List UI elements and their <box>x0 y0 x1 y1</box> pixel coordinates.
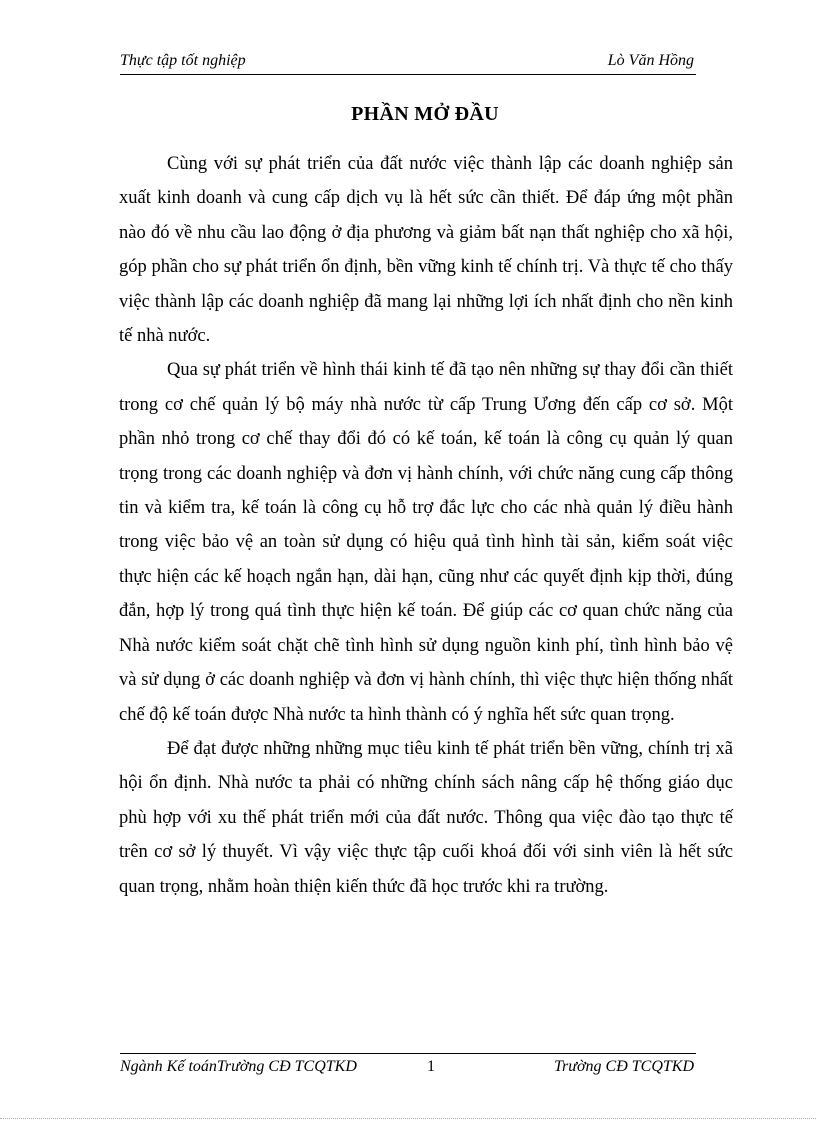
footer-left-text: Ngành Kế toánTrường CĐ TCQTKD <box>120 1058 357 1075</box>
paragraph-2: Qua sự phát triển về hình thái kinh tế đã tạo nên những sự thay đổi cần thiết trong cơ chế quản lý bộ máy nhà nước từ cấp Trung Ương đến cấp cơ sở. Một phần nhỏ trong cơ chế thay đổi đó có kế toán, kế toán là công cụ quản lý quan trọng trong các doanh nghiệp và đơn vị hành chính, với chức năng cung cấp thông tin và kiểm tra, kế toán là công cụ hỗ trợ đắc lực cho các nhà quản lý điều hành trong việc bảo vệ an toàn sử dụng có hiệu quả tình hình tài sản, kiểm soát việc thực hiện các kế hoạch ngắn hạn, dài hạn, cũng như các quyết định kịp thời, đúng đắn, hợp lý trong quá tình thực hiện kế toán. Để giúp các cơ quan chức năng của Nhà nước kiểm soát chặt chẽ tình hình sử dụng nguồn kinh phí, tình hình bảo vệ và sử dụng ở các doanh nghiệp và đơn vị hành chính, thì việc thực hiện thống nhất chế độ kế toán được Nhà nước ta hình thành có ý nghĩa hết sức quan trọng. <box>119 360 733 725</box>
header-left-text: Thực tập tốt nghiệp <box>120 52 246 69</box>
paragraph-1: Cùng với sự phát triển của đất nước việc thành lập các doanh nghiệp sản xuất kinh doanh và cung cấp dịch vụ là hết sức cần thiết. Để đáp ứng một phần nào đó về nhu cầu lao động ở địa phương và giảm bất nạn thất nghiệp cho xã hội, góp phần cho sự phát triển ổn định, bền vững kinh tế chính trị. Và thực tế cho thấy việc thành lập các doanh nghiệp đã mang lại những lợi ích nhất định cho nền kinh tế nhà nước. <box>119 154 733 347</box>
page-edge-divider <box>0 1118 816 1119</box>
page-number: 1 <box>427 1058 435 1075</box>
body-text <box>119 147 733 904</box>
page-footer <box>120 1053 696 1078</box>
header-author: Lò Văn Hồng <box>607 52 694 69</box>
paragraph-3: Để đạt được những những mục tiêu kinh tế phát triển bền vững, chính trị xã hội ổn định. Nhà nước ta phải có những chính sách nâng cấp hệ thống giáo dục phù hợp với xu thế phát triển mới của đất nước. Thông qua việc đào tạo thực tế trên cơ sở lý thuyết. Vì vậy việc thực tập cuối khoá đối với sinh viên là hết sức quan trọng, nhằm hoàn thiện kiến thức đã học trước khi ra trường. <box>119 738 733 897</box>
section-title: PHẦN MỞ ĐẦU <box>351 103 499 125</box>
page-header <box>120 52 696 75</box>
footer-right-text: Trường CĐ TCQTKD <box>554 1058 694 1075</box>
